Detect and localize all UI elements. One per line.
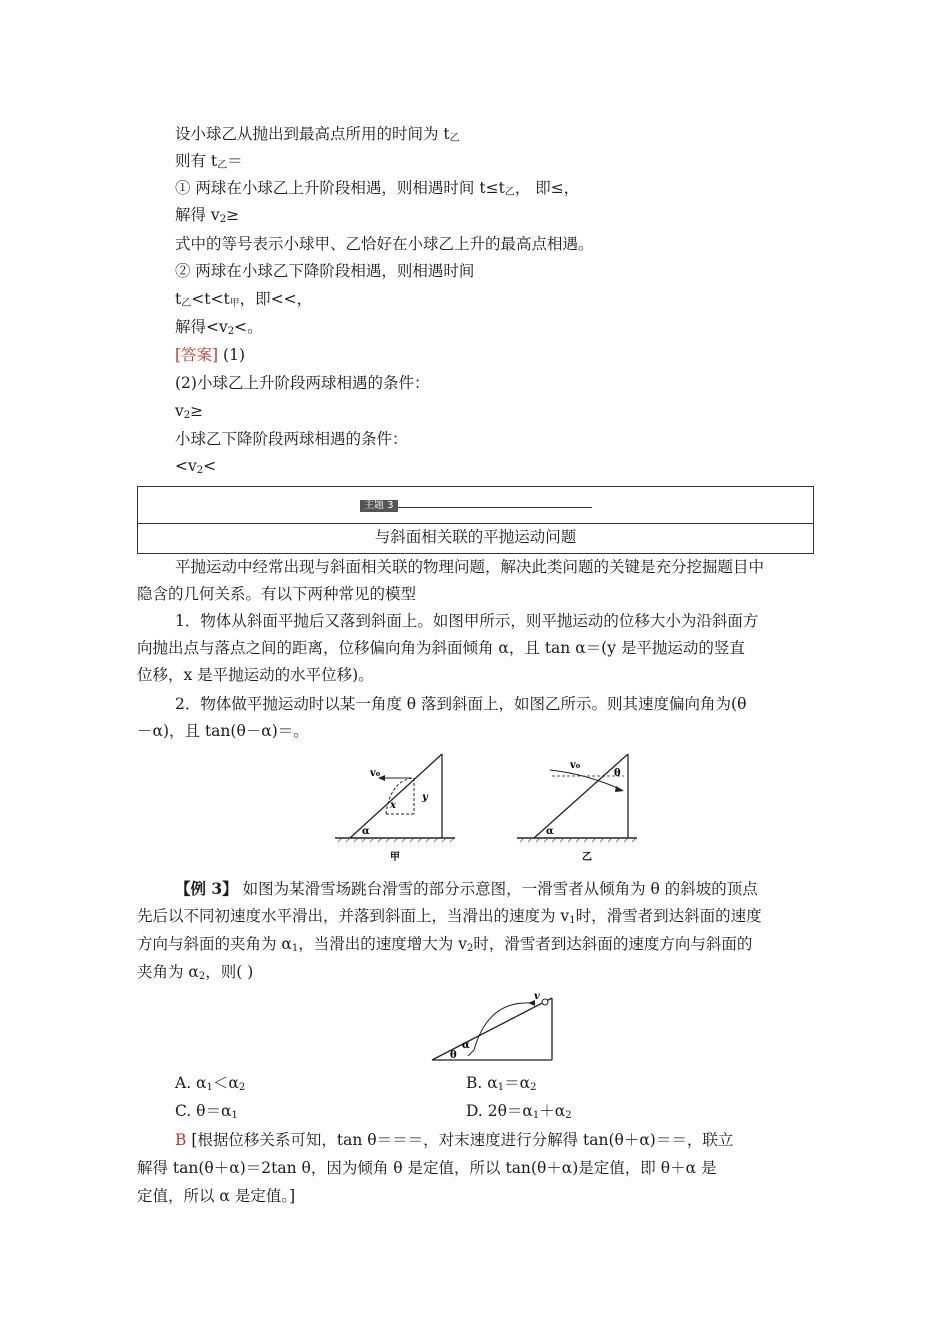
intro-p1a: 平抛运动中经常出现与斜面相关联的物理问题，解决此类问题的关键是充分挖掘题目中 [175, 558, 765, 576]
label-theta-ski: θ [450, 1050, 457, 1061]
label-v0-yi: v₀ [570, 760, 581, 771]
answer-line-4: 小球乙下降阶段两球相遇的条件： [175, 430, 408, 448]
solution-line-2: 则有 $t_乙=$ [175, 152, 243, 171]
intro-p3a: 2．物体做平抛运动时以某一角度 θ 落到斜面上，如图乙所示。则其速度偏向角为(θ [175, 695, 747, 713]
label-x: x [390, 800, 396, 811]
label-yi: 乙 [582, 852, 592, 863]
label-alpha-jia: α [362, 826, 370, 837]
label-y: y [422, 792, 428, 803]
example-line-2: 先后以不同初速度水平滑出，并落到斜面上，当滑出的速度为 $v_1$时，滑雪者到达斜面的速度 [137, 907, 762, 926]
topic-title: 与斜面相关联的平抛运动问题 [374, 528, 577, 546]
answer-line-2: (2)小球乙上升阶段两球相遇的条件： [175, 374, 430, 392]
intro-p3b: －α)，且 tan(θ－α)＝。 [137, 722, 309, 740]
explain-line-2: 解得 tan(θ＋α)＝2tan θ，因为倾角 θ 是定值，所以 tan(θ＋α)是定值，即 θ＋α 是 [137, 1159, 717, 1177]
option-a[interactable]: A. $\alpha_1<\alpha_2$ [175, 1074, 246, 1093]
example-line-1: 【例 3】 如图为某滑雪场跳台滑雪的部分示意图，一滑雪者从倾角为 θ 的斜坡的顶点 [175, 879, 758, 898]
topic-box [137, 486, 814, 554]
label-alpha-ski: α [462, 1040, 470, 1051]
label-jia: 甲 [390, 852, 400, 863]
solution-line-8: 解得$<v_2<$。 [175, 318, 263, 337]
intro-p2c: 位移，x 是平抛运动的水平位移)。 [137, 666, 374, 684]
label-alpha-yi: α [546, 826, 554, 837]
solution-line-6: ② 两球在小球乙下降阶段相遇，则相遇时间 [175, 262, 475, 280]
intro-p2a: 1．物体从斜面平抛后又落到斜面上。如图甲所示，则平抛运动的位移大小为沿斜面方 [175, 612, 759, 630]
topic-tag: 主题 3 [360, 493, 592, 508]
solution-line-1: 设小球乙从抛出到最高点所用的时间为 $t_乙$ [175, 125, 460, 144]
figure-yi [512, 752, 642, 870]
solution-line-3: ① 两球在小球乙上升阶段相遇，则相遇时间 $t\le t_乙$， 即≤， [175, 179, 580, 198]
figure-ski-slope [428, 990, 558, 1065]
explain-answer: B [175, 1131, 187, 1149]
option-b[interactable]: B. $\alpha_1=\alpha_2$ [466, 1074, 537, 1093]
answer-line-1: [答案] (1) [175, 346, 245, 364]
figure-jia [330, 752, 460, 870]
example-label: 【例 3】 [175, 879, 238, 898]
solution-line-7: $t_乙<t<t_甲$，即<<， [175, 290, 313, 309]
solution-line-5: 式中的等号表示小球甲、乙恰好在小球乙上升的最高点相遇。 [175, 235, 594, 253]
explain-line-3: 定值，所以 α 是定值。] [137, 1187, 296, 1205]
topic-divider [138, 523, 813, 524]
example-line-4: 夹角为 $\alpha_2$，则( ) [137, 963, 254, 982]
label-v0-jia: v₀ [370, 768, 381, 779]
answer-line-3: $v_2\ge$ [175, 402, 204, 421]
example-line-3: 方向与斜面的夹角为 $\alpha_1$，当滑出的速度增大为 $v_2$时，滑雪者到达斜面的速度方向与斜面的 [137, 935, 753, 954]
intro-p1b: 隐含的几何关系。有以下两种常见的模型 [137, 585, 417, 603]
answer-label: [答案] [175, 346, 219, 364]
intro-p2b: 向抛出点与落点之间的距离，位移偏向角为斜面倾角 α，且 tan α＝(y 是平抛运动的竖直 [137, 639, 745, 657]
explain-line-1: B [根据位移关系可知，tan θ＝＝＝，对末速度进行分解得 tan(θ＋α)＝＝，联立 [175, 1131, 734, 1149]
label-v: v [534, 991, 540, 1002]
solution-line-4: 解得 $v_2\ge$ [175, 206, 240, 225]
option-c[interactable]: C. $\theta=\alpha_1$ [175, 1102, 238, 1121]
answer-line-5: $<v_2<$ [175, 457, 217, 476]
option-d[interactable]: D. $2\theta=\alpha_1+\alpha_2$ [466, 1102, 572, 1121]
label-theta-yi: θ [614, 768, 621, 779]
